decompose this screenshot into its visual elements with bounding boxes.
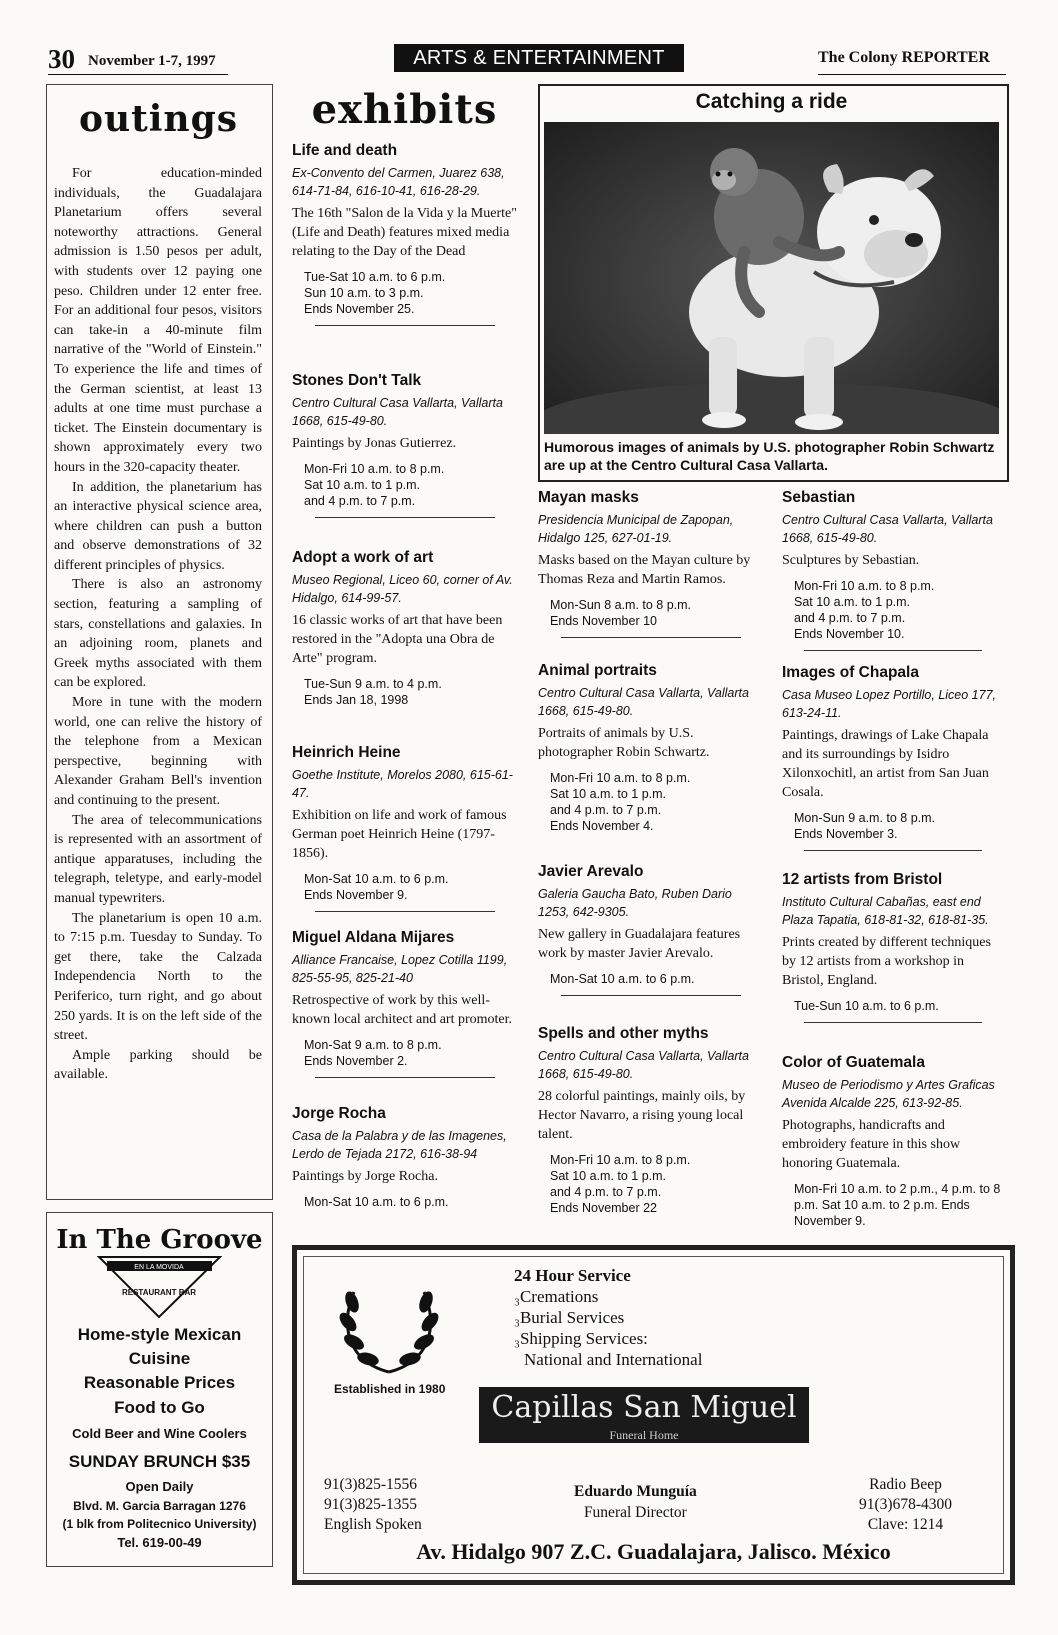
exhibit-description: Exhibition on life and work of famous German poet Heinrich Heine (1797-1856). xyxy=(292,808,507,861)
outings-paragraph: Ample parking should be available. xyxy=(54,1047,262,1083)
exhibit-hours: Mon-Sun 8 a.m. to 8 p.m. xyxy=(550,598,692,612)
exhibit-entry xyxy=(292,929,517,1078)
exhibit-location: Goethe Institute, Morelos 2080, 615-61-47. xyxy=(292,768,513,800)
service-item: ₃Shipping Services: xyxy=(514,1329,648,1348)
exhibit-entry xyxy=(782,1054,1004,1229)
header-rule xyxy=(48,74,228,75)
exhibit-description: Sculptures by Sebastian. xyxy=(782,553,920,568)
exhibit-description: The 16th "Salon de la Vida y la Muerte" (Life and Death) features mixed media relating to the Day of the Dead xyxy=(292,206,517,259)
exhibit-hours: Mon-Sat 10 a.m. to 6 p.m. xyxy=(304,1195,449,1209)
radio-beep-label: Radio Beep xyxy=(869,1476,942,1493)
divider xyxy=(804,650,982,651)
exhibit-description: Portraits of animals by U.S. photographer Robin Schwartz. xyxy=(538,726,710,760)
exhibit-hours: Sun 10 a.m. to 3 p.m. xyxy=(304,286,424,300)
exhibit-title: Javier Arevalo xyxy=(538,863,644,880)
exhibit-entry xyxy=(538,863,763,996)
services-list xyxy=(514,1265,702,1370)
groove-line: Cold Beer and Wine Coolers xyxy=(72,1426,247,1441)
exhibit-location: Museo Regional, Liceo 60, corner of Av. Hidalgo, 614-99-57. xyxy=(292,573,513,605)
established-label: Established in 1980 xyxy=(334,1382,446,1396)
exhibit-title: Jorge Rocha xyxy=(292,1105,386,1122)
photo-title: Catching a ride xyxy=(695,90,848,113)
divider xyxy=(315,1077,495,1078)
groove-line: SUNDAY BRUNCH $35 xyxy=(68,1452,251,1471)
exhibit-hours: Ends November 3. xyxy=(794,827,898,841)
exhibits-title: exhibits xyxy=(311,86,498,133)
exhibit-location: Casa Museo Lopez Portillo, Liceo 177, 613-24-11. xyxy=(782,688,997,720)
exhibit-hours: Mon-Fri 10 a.m. to 8 p.m. xyxy=(304,462,445,476)
groove-banner: EN LA MOVIDA xyxy=(134,1264,184,1271)
exhibit-hours: Sat 10 a.m. to 1 p.m. xyxy=(550,1169,667,1183)
exhibit-hours: and 4 p.m. to 7 p.m. xyxy=(550,803,662,817)
exhibit-hours: Sat 10 a.m. to 1 p.m. xyxy=(550,787,667,801)
outings-paragraph: The area of telecommunications is represented with an assortment of antique apparatuses, including the telegraph, teletype, and early-model manual typewriters. xyxy=(54,812,262,906)
radio-beep xyxy=(859,1475,952,1535)
exhibit-hours: Mon-Sat 10 a.m. to 6 p.m. xyxy=(550,972,695,986)
exhibit-hours: Ends November 10. xyxy=(794,627,905,641)
divider xyxy=(561,995,741,996)
outings-title: outings xyxy=(78,98,239,140)
exhibit-title: Stones Don't Talk xyxy=(292,372,422,389)
groove-line: Tel. 619-00-49 xyxy=(117,1535,202,1550)
laurel-wreath-icon xyxy=(334,1277,444,1377)
service-item: ₃Cremations xyxy=(514,1287,599,1306)
phone-numbers xyxy=(324,1475,422,1535)
exhibit-entry xyxy=(292,1105,517,1210)
exhibit-title: Mayan masks xyxy=(538,489,639,506)
exhibit-hours: Mon-Sun 9 a.m. to 8 p.m. xyxy=(794,811,936,825)
exhibit-hours: Ends November 22 xyxy=(550,1201,658,1215)
exhibit-location: Centro Cultural Casa Vallarta, Vallarta 1668, 615-49-80. xyxy=(292,396,503,428)
exhibit-hours: and 4 p.m. to 7 p.m. xyxy=(550,1185,662,1199)
exhibit-location: Ex-Convento del Carmen, Juarez 638, 614-71-84, 616-10-41, 616-28-29. xyxy=(292,166,505,198)
divider xyxy=(315,911,495,912)
exhibit-entry xyxy=(292,372,517,518)
exhibit-title: Sebastian xyxy=(782,489,856,506)
exhibit-description: Paintings by Jorge Rocha. xyxy=(292,1169,438,1184)
exhibit-hours: Ends November 2. xyxy=(304,1054,408,1068)
exhibit-title: Adopt a work of art xyxy=(292,549,434,566)
groove-logo-icon xyxy=(97,1243,222,1318)
exhibit-entry xyxy=(782,489,1004,651)
funeral-home-name: Capillas San Miguel xyxy=(491,1390,797,1425)
exhibit-hours: Tue-Sun 9 a.m. to 4 p.m. xyxy=(304,677,442,691)
exhibit-entry xyxy=(292,744,517,912)
outings-paragraph: For education-minded individuals, the Guadalajara Planetarium offers several noteworthy attractions. General admission is 1.50 pesos per adult, with students over 12 paying one peso. Children under 12 enter free. For an additional four pesos, visitors can take-in a 40-minute film narrative of the "World of Einstein." To experience the life and times of the German scientist, at least 13 adults at one time must purchase a ticket. The Einstein documentary is shown approximately every two hours in the 320-capacity theater. xyxy=(54,166,262,475)
groove-title: In The Groove xyxy=(56,1225,263,1255)
exhibit-location: Centro Cultural Casa Vallarta, Vallarta 1668, 615-49-80. xyxy=(782,513,993,545)
exhibit-entry xyxy=(292,549,517,708)
groove-line: (1 blk from Politecnico University) xyxy=(62,1517,257,1531)
groove-line: Reasonable Prices xyxy=(83,1373,236,1392)
groove-line: Cuisine xyxy=(128,1349,191,1368)
exhibit-description: New gallery in Guadalajara features work by master Javier Arevalo. xyxy=(538,927,741,961)
exhibit-title: Color of Guatemala xyxy=(782,1054,925,1071)
outings-paragraph: More in tune with the modern world, one can relive the history of the telephone from a Mexican perspective, beginning with Alexander Graham Bell's invention and continuing to the present. xyxy=(54,695,262,808)
section-title: ARTS & ENTERTAINMENT xyxy=(394,44,684,72)
exhibit-location: Instituto Cultural Cabañas, east end Plaza Tapatia, 618-81-32, 618-81-35. xyxy=(782,895,989,927)
exhibit-title: Heinrich Heine xyxy=(292,744,401,761)
exhibit-title: Life and death xyxy=(292,142,398,159)
groove-line: Blvd. M. Garcia Barragan 1276 xyxy=(73,1499,246,1513)
exhibit-hours: Mon-Fri 10 a.m. to 8 p.m. xyxy=(794,579,935,593)
groove-line: Home-style Mexican xyxy=(77,1325,242,1344)
exhibit-title: Spells and other myths xyxy=(538,1025,709,1042)
funeral-ad-inner xyxy=(303,1256,1004,1574)
header-rule-right xyxy=(818,74,1006,75)
exhibit-location: Centro Cultural Casa Vallarta, Vallarta 1668, 615-49-80. xyxy=(538,686,749,718)
exhibit-location: Casa de la Palabra y de las Imagenes, Lerdo de Tejada 2172, 616-38-94 xyxy=(292,1129,507,1161)
exhibit-hours: Mon-Fri 10 a.m. to 2 p.m., 4 p.m. to 8 p.m. Sat 10 a.m. to 2 p.m. Ends November 9. xyxy=(794,1182,1001,1228)
exhibit-hours: Tue-Sat 10 a.m. to 6 p.m. xyxy=(304,270,446,284)
outings-paragraph: In addition, the planetarium has an interactive physical science area, where children can push a button and observe demonstrations of 32 different principles of physics. xyxy=(54,479,262,573)
radio-beep-code: Clave: 1214 xyxy=(867,1516,944,1533)
dog-monkey-photo xyxy=(544,122,999,434)
photo-illustration xyxy=(544,122,999,434)
exhibit-description: Masks based on the Mayan culture by Thomas Reza and Martin Ramos. xyxy=(538,553,751,587)
exhibit-hours: Ends November 10 xyxy=(550,614,658,628)
exhibit-hours: Ends November 4. xyxy=(550,819,654,833)
issue-date: November 1-7, 1997 xyxy=(88,53,216,69)
exhibit-hours: Mon-Sat 10 a.m. to 6 p.m. xyxy=(304,872,449,886)
paper-name: The Colony REPORTER xyxy=(818,49,990,66)
exhibit-entry xyxy=(538,1025,763,1216)
service-item: ₃Burial Services xyxy=(514,1308,625,1327)
radio-beep-number: 91(3)678-4300 xyxy=(859,1496,952,1513)
exhibit-hours: Ends Jan 18, 1998 xyxy=(304,693,409,707)
phone-number: 91(3)825-1355 xyxy=(324,1496,417,1513)
exhibit-entry xyxy=(538,662,763,834)
exhibit-entry xyxy=(782,664,1004,851)
exhibit-description: Paintings, drawings of Lake Chapala and its surroundings by Isidro Xilonxochitl, an artist from San Juan Cosala. xyxy=(782,728,989,800)
funeral-home-logo xyxy=(479,1387,809,1443)
exhibit-title: Miguel Aldana Mijares xyxy=(292,929,455,946)
divider xyxy=(315,325,495,326)
exhibit-hours: Ends November 9. xyxy=(304,888,408,902)
director-title: Funeral Director xyxy=(583,1504,687,1521)
exhibit-title: Animal portraits xyxy=(538,662,657,679)
funeral-home-subtitle: Funeral Home xyxy=(609,1428,679,1442)
outings-article xyxy=(54,164,262,1085)
exhibit-title: Images of Chapala xyxy=(782,664,919,681)
exhibit-description: Retrospective of work by this well-known local architect and art promoter. xyxy=(292,993,513,1027)
phone-number: 91(3)825-1556 xyxy=(324,1476,417,1493)
director-block xyxy=(574,1481,697,1523)
outings-paragraph: The planetarium is open 10 a.m. to 7:15 p.m. Tuesday to Sunday. To get there, take the Calzada Independencia North to the Periferico, turn right, and go about 250 yards. It is on the left side of the street. xyxy=(54,910,262,1044)
exhibit-description: Prints created by different techniques by 12 artists from a workshop in Bristol, England. xyxy=(782,935,991,988)
funeral-ad xyxy=(292,1245,1015,1585)
groove-sub: RESTAURANT BAR xyxy=(121,1288,197,1297)
director-name: Eduardo Munguía xyxy=(574,1483,697,1500)
exhibit-hours: Tue-Sun 10 a.m. to 6 p.m. xyxy=(794,999,939,1013)
exhibit-description: 16 classic works of art that have been restored in the "Adopta una Obra de Arte" program. xyxy=(292,613,503,666)
exhibit-hours: Sat 10 a.m. to 1 p.m. xyxy=(794,595,911,609)
outings-paragraph: There is also an astronomy section, featuring a sampling of stars, constellations and galaxies. In an adjoining room, planets and Greek myths associated with them can be explored. xyxy=(54,577,262,691)
exhibit-entry xyxy=(538,489,763,638)
groove-line: Food to Go xyxy=(114,1398,205,1417)
groove-ad xyxy=(46,1212,273,1567)
divider xyxy=(561,637,741,638)
exhibit-description: Photographs, handicrafts and embroidery feature in this show honoring Guatemala. xyxy=(782,1118,961,1171)
exhibit-title: 12 artists from Bristol xyxy=(782,871,943,888)
exhibit-location: Alliance Francaise, Lopez Cotilla 1199, 825-55-95, 825-21-40 xyxy=(292,953,508,985)
exhibit-hours: Mon-Fri 10 a.m. to 8 p.m. xyxy=(550,1153,691,1167)
divider xyxy=(804,850,982,851)
exhibit-location: Galeria Gaucha Bato, Ruben Dario 1253, 642-9305. xyxy=(538,887,732,919)
exhibit-hours: Mon-Sat 9 a.m. to 8 p.m. xyxy=(304,1038,442,1052)
exhibit-hours: Ends November 25. xyxy=(304,302,415,316)
exhibit-description: 28 colorful paintings, mainly oils, by Hector Navarro, a rising young local talent. xyxy=(538,1089,746,1142)
groove-line: Open Daily xyxy=(125,1479,194,1494)
exhibit-entry xyxy=(782,871,1004,1023)
funeral-address: Av. Hidalgo 907 Z.C. Guadalajara, Jalisco. México xyxy=(416,1539,891,1564)
exhibit-hours: and 4 p.m. to 7 p.m. xyxy=(304,494,416,508)
exhibit-hours: Mon-Fri 10 a.m. to 8 p.m. xyxy=(550,771,691,785)
exhibit-hours: and 4 p.m. to 7 p.m. xyxy=(794,611,906,625)
exhibit-location: Presidencia Municipal de Zapopan, Hidalgo 125, 627-01-19. xyxy=(538,513,734,545)
photo-caption: Humorous images of animals by U.S. photographer Robin Schwartz are up at the Centro Cultural Casa Vallarta. xyxy=(544,439,995,473)
services-heading: 24 Hour Service xyxy=(514,1266,631,1285)
page-number: 30 xyxy=(48,44,75,74)
divider xyxy=(804,1022,982,1023)
exhibit-description: Paintings by Jonas Gutierrez. xyxy=(292,436,457,451)
exhibit-entry xyxy=(292,142,517,326)
divider xyxy=(315,517,495,518)
service-item: National and International xyxy=(524,1350,703,1369)
exhibit-hours: Sat 10 a.m. to 1 p.m. xyxy=(304,478,421,492)
exhibit-location: Centro Cultural Casa Vallarta, Vallarta 1668, 615-49-80. xyxy=(538,1049,749,1081)
exhibit-location: Museo de Periodismo y Artes Graficas Avenida Alcalde 225, 613-92-85. xyxy=(782,1078,995,1110)
language-note: English Spoken xyxy=(324,1516,422,1533)
